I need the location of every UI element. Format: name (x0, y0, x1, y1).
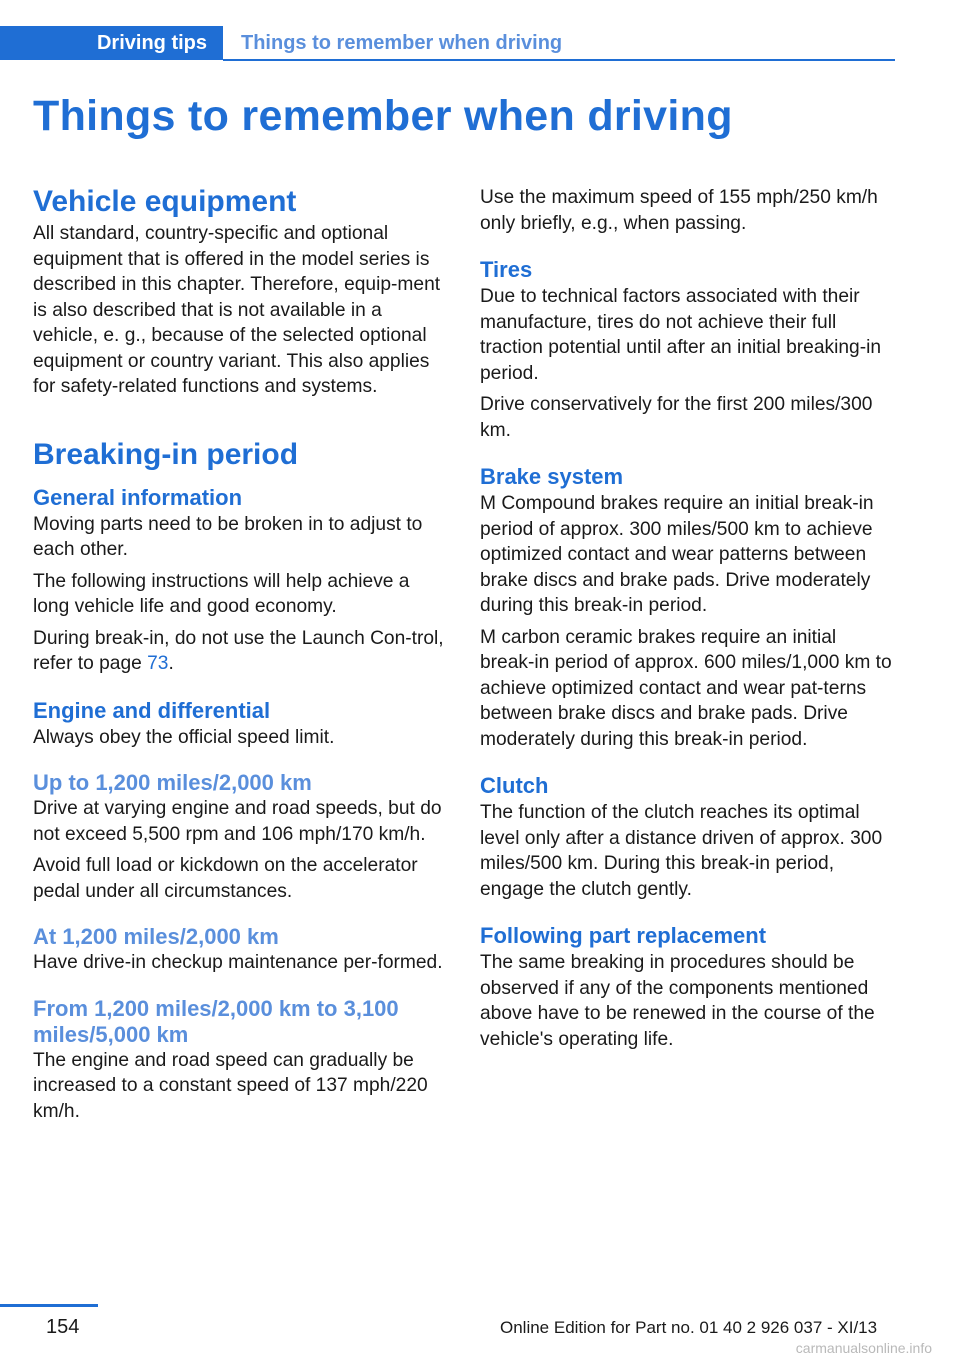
edition-note: Online Edition for Part no. 01 40 2 926 037 - XI/13 (500, 1318, 878, 1337)
heading-breaking-in: Breaking-in period (33, 437, 299, 471)
max-speed-text: Use the maximum speed of 155 mph/250 km/h only briefly, e.g., when passing. (480, 187, 878, 234)
heading-clutch: Clutch (480, 773, 549, 798)
heading-brake-system: Brake system (480, 464, 624, 489)
tires-p2: Drive conservatively for the first 200 miles/300 km. (480, 394, 873, 441)
brake-p1: M Compound brakes require an initial break-in period of approx. 300 miles/500 km to achieve optimized contact and wear patterns between brake discs and brake pads. Drive moderately during this break-in period. (480, 493, 874, 616)
general-p2: The following instructions will help achieve a long vehicle life and good economy. (33, 570, 410, 617)
from-p1: The engine and road speed can gradually be increased to a constant speed of 137 mph/220 km/h. (33, 1049, 428, 1122)
page-reference-link[interactable]: 73 (147, 653, 169, 674)
tires-p1: Due to technical factors associated with their manufacture, tires do not achieve their full traction potential until after an initial breaking-in period. (480, 286, 882, 384)
vehicle-equipment-text: All standard, country-specific and optional equipment that is offered in the model series is described in this chapter. Therefore, equip-ment is also described that is not available in a vehicle, e. g., because of the selected optional equipment or country variant. This also applies for safety-related functions and systems. (33, 223, 441, 397)
heading-up-to: Up to 1,200 miles/2,000 km (33, 770, 312, 795)
heading-tires: Tires (480, 257, 533, 282)
at-p1: Have drive-in checkup maintenance per-formed. (33, 952, 443, 973)
heading-from: From 1,200 miles/2,000 km to 3,100 miles/5,000 km (33, 995, 399, 1047)
page-title: Things to remember when driving (33, 92, 733, 140)
page-number: 154 (46, 1316, 80, 1338)
heading-at: At 1,200 miles/2,000 km (33, 924, 279, 949)
running-header (0, 26, 895, 62)
chapter-tab: Driving tips (0, 26, 223, 60)
brake-p2: M carbon ceramic brakes require an initial break-in period of approx. 600 miles/1,000 km to achieve optimized contact and wear pat-terns between brake discs and brake pads. Drive moderately during this break-in period. (480, 626, 892, 750)
section-title: Things to remember when driving (241, 32, 563, 54)
watermark: carmanualsonline.info (795, 1340, 932, 1356)
general-p1: Moving parts need to be broken in to adjust to each other. (33, 513, 423, 560)
clutch-p1: The function of the clutch reaches its optimal level only after a distance driven of approx. 300 miles/500 km. During this break-in period, engage the clutch gently. (480, 802, 883, 900)
footer-rule (0, 1304, 98, 1307)
engine-p1: Always obey the official speed limit. (33, 726, 335, 748)
heading-part-replacement: Following part replacement (480, 923, 767, 948)
left-column (33, 183, 448, 1130)
header-rule (223, 59, 895, 61)
up-to-p1: Drive at varying engine and road speeds, but do not exceed 5,500 rpm and 106 mph/170 km/h. (33, 798, 442, 845)
up-to-p2: Avoid full load or kickdown on the accelerator pedal under all circumstances. (33, 855, 418, 902)
replacement-p1: The same breaking in procedures should be observed if any of the components mentioned above have to be renewed in the course of the vehicle's operating life. (480, 952, 875, 1050)
heading-general-information: General information (33, 484, 243, 510)
heading-vehicle-equipment: Vehicle equipment (33, 185, 297, 218)
general-p3: During break-in, do not use the Launch Con-trol, refer to page 73. (33, 627, 444, 674)
right-column (480, 185, 895, 1058)
heading-engine-differential: Engine and differential (33, 697, 271, 723)
